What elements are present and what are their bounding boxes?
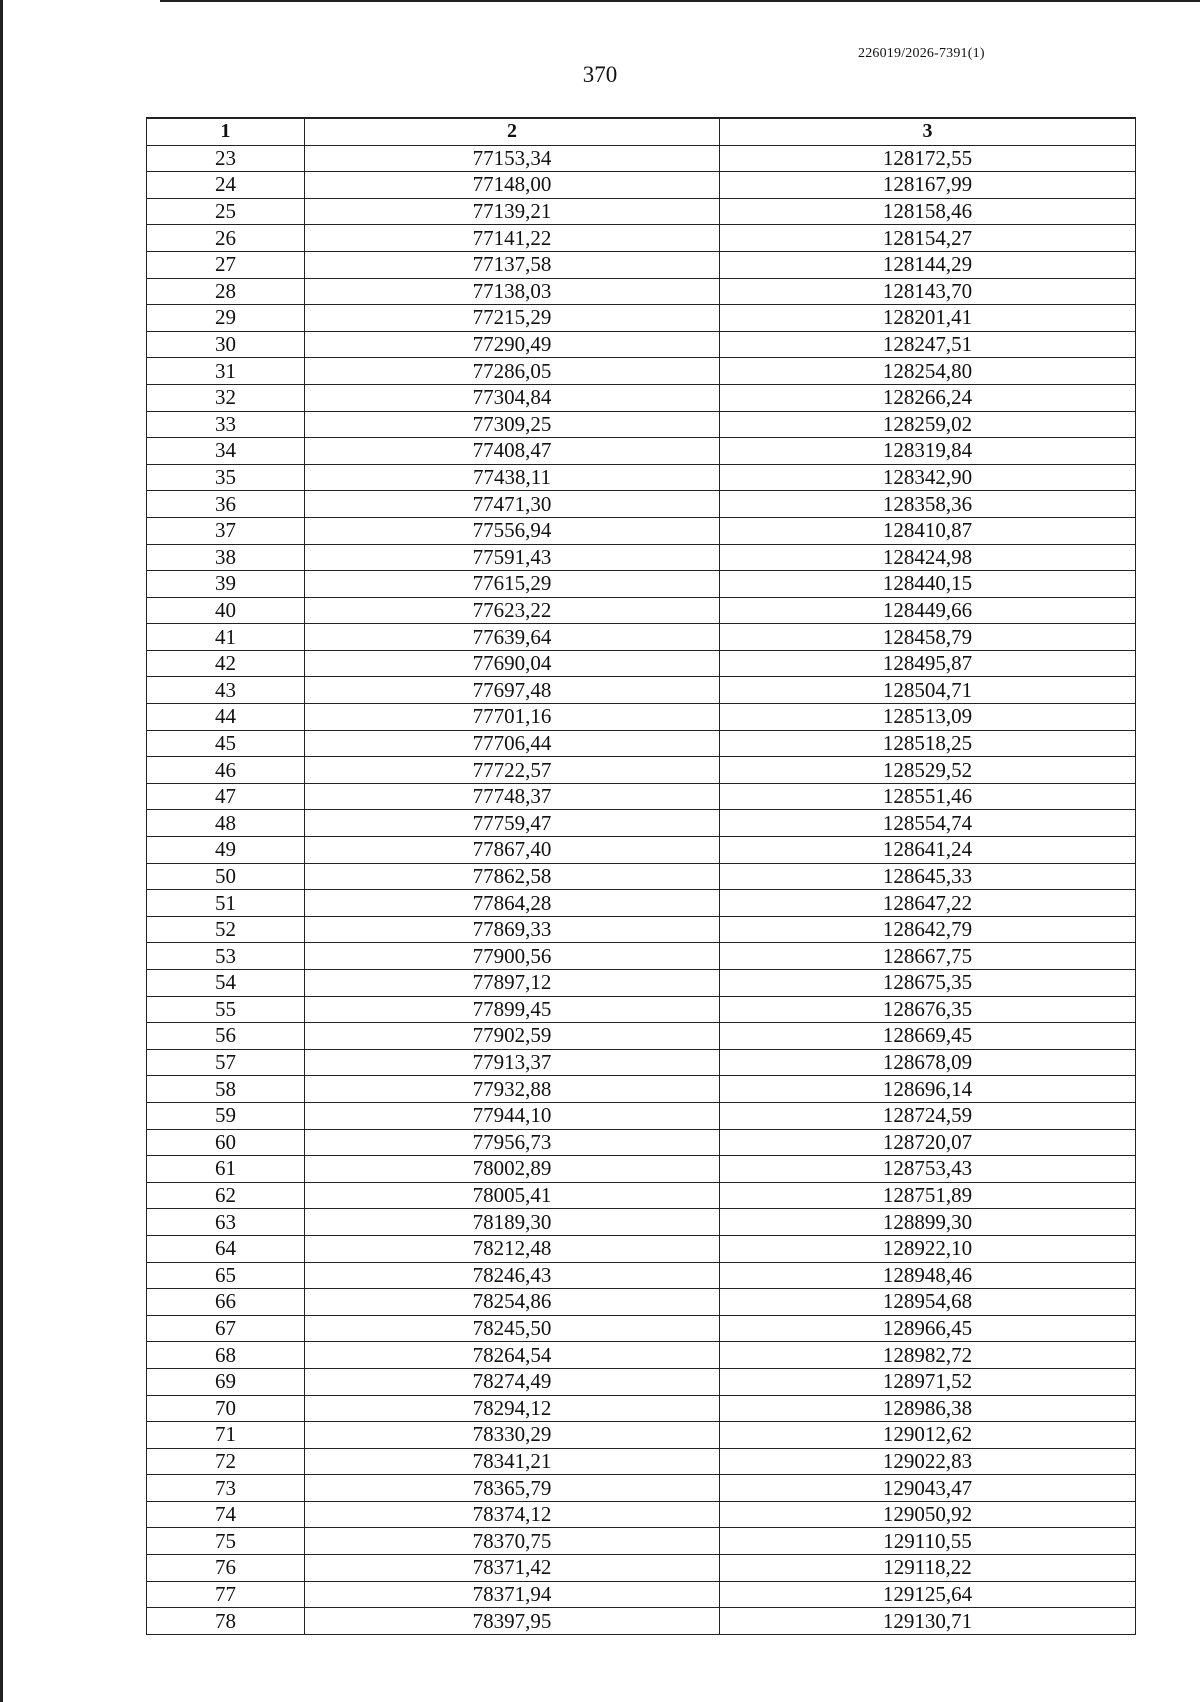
- point-number-cell: 45: [147, 730, 305, 757]
- table-row: [147, 837, 1136, 864]
- point-number-cell: 52: [147, 916, 305, 943]
- point-number-cell: 57: [147, 1049, 305, 1076]
- y-coordinate-cell: 128641,24: [720, 837, 1136, 864]
- table-row: [147, 730, 1136, 757]
- point-number-cell: 39: [147, 571, 305, 598]
- y-coordinate-cell: 129012,62: [720, 1422, 1136, 1449]
- table-row: [147, 996, 1136, 1023]
- y-coordinate-cell: 128144,29: [720, 251, 1136, 278]
- x-coordinate-cell: 77900,56: [305, 943, 720, 970]
- point-number-cell: 25: [147, 198, 305, 225]
- y-coordinate-cell: 128143,70: [720, 278, 1136, 305]
- y-coordinate-cell: 128358,36: [720, 491, 1136, 518]
- table-row: [147, 464, 1136, 491]
- y-coordinate-cell: 128899,30: [720, 1209, 1136, 1236]
- y-coordinate-cell: 128518,25: [720, 730, 1136, 757]
- y-coordinate-cell: 129118,22: [720, 1555, 1136, 1582]
- x-coordinate-cell: 77864,28: [305, 890, 720, 917]
- table-row: [147, 863, 1136, 890]
- table-row: [147, 491, 1136, 518]
- y-coordinate-cell: 128154,27: [720, 225, 1136, 252]
- table-row: [147, 172, 1136, 199]
- x-coordinate-cell: 77897,12: [305, 970, 720, 997]
- table-row: [147, 438, 1136, 465]
- y-coordinate-cell: 128172,55: [720, 145, 1136, 172]
- x-coordinate-cell: 78002,89: [305, 1156, 720, 1183]
- y-coordinate-cell: 128259,02: [720, 411, 1136, 438]
- table-row: [147, 1209, 1136, 1236]
- point-number-cell: 54: [147, 970, 305, 997]
- table-row: [147, 624, 1136, 651]
- point-number-cell: 41: [147, 624, 305, 651]
- point-number-cell: 32: [147, 384, 305, 411]
- table-row: [147, 1129, 1136, 1156]
- x-coordinate-cell: 78254,86: [305, 1289, 720, 1316]
- point-number-cell: 53: [147, 943, 305, 970]
- y-coordinate-cell: 128342,90: [720, 464, 1136, 491]
- x-coordinate-cell: 77471,30: [305, 491, 720, 518]
- table-row: [147, 916, 1136, 943]
- table-row: [147, 1581, 1136, 1608]
- y-coordinate-cell: 128254,80: [720, 358, 1136, 385]
- table-row: [147, 1049, 1136, 1076]
- point-number-cell: 37: [147, 517, 305, 544]
- y-coordinate-cell: 128440,15: [720, 571, 1136, 598]
- table-row: [147, 544, 1136, 571]
- point-number-cell: 67: [147, 1315, 305, 1342]
- x-coordinate-cell: 78374,12: [305, 1501, 720, 1528]
- x-coordinate-cell: 77286,05: [305, 358, 720, 385]
- y-coordinate-cell: 128986,38: [720, 1395, 1136, 1422]
- y-coordinate-cell: 128247,51: [720, 331, 1136, 358]
- table-row: [147, 677, 1136, 704]
- point-number-cell: 71: [147, 1422, 305, 1449]
- x-coordinate-cell: 77215,29: [305, 305, 720, 332]
- y-coordinate-cell: 128922,10: [720, 1235, 1136, 1262]
- y-coordinate-cell: 128410,87: [720, 517, 1136, 544]
- x-coordinate-cell: 78274,49: [305, 1368, 720, 1395]
- point-number-cell: 38: [147, 544, 305, 571]
- x-coordinate-cell: 78370,75: [305, 1528, 720, 1555]
- table-row: [147, 1262, 1136, 1289]
- y-coordinate-cell: 128724,59: [720, 1102, 1136, 1129]
- y-coordinate-cell: 128954,68: [720, 1289, 1136, 1316]
- point-number-cell: 70: [147, 1395, 305, 1422]
- point-number-cell: 47: [147, 783, 305, 810]
- x-coordinate-cell: 77956,73: [305, 1129, 720, 1156]
- x-coordinate-cell: 77141,22: [305, 225, 720, 252]
- y-coordinate-cell: 128529,52: [720, 757, 1136, 784]
- point-number-cell: 42: [147, 650, 305, 677]
- table-row: [147, 1235, 1136, 1262]
- point-number-cell: 58: [147, 1076, 305, 1103]
- table-row: [147, 358, 1136, 385]
- column-header-2: 2: [305, 118, 720, 145]
- y-coordinate-cell: 128513,09: [720, 704, 1136, 731]
- point-number-cell: 56: [147, 1023, 305, 1050]
- x-coordinate-cell: 78330,29: [305, 1422, 720, 1449]
- table-row: [147, 384, 1136, 411]
- x-coordinate-cell: 77309,25: [305, 411, 720, 438]
- table-row: [147, 890, 1136, 917]
- x-coordinate-cell: 78189,30: [305, 1209, 720, 1236]
- x-coordinate-cell: 77869,33: [305, 916, 720, 943]
- point-number-cell: 33: [147, 411, 305, 438]
- table-row: [147, 571, 1136, 598]
- y-coordinate-cell: 128201,41: [720, 305, 1136, 332]
- point-number-cell: 31: [147, 358, 305, 385]
- table-row: [147, 1182, 1136, 1209]
- y-coordinate-cell: 128158,46: [720, 198, 1136, 225]
- table-row: [147, 411, 1136, 438]
- point-number-cell: 59: [147, 1102, 305, 1129]
- x-coordinate-cell: 77556,94: [305, 517, 720, 544]
- table-row: [147, 145, 1136, 172]
- point-number-cell: 29: [147, 305, 305, 332]
- y-coordinate-cell: 128720,07: [720, 1129, 1136, 1156]
- y-coordinate-cell: 128449,66: [720, 597, 1136, 624]
- x-coordinate-cell: 77615,29: [305, 571, 720, 598]
- point-number-cell: 69: [147, 1368, 305, 1395]
- x-coordinate-cell: 77867,40: [305, 837, 720, 864]
- x-coordinate-cell: 77153,34: [305, 145, 720, 172]
- y-coordinate-cell: 128669,45: [720, 1023, 1136, 1050]
- x-coordinate-cell: 77899,45: [305, 996, 720, 1023]
- y-coordinate-cell: 128696,14: [720, 1076, 1136, 1103]
- x-coordinate-cell: 78005,41: [305, 1182, 720, 1209]
- y-coordinate-cell: 128971,52: [720, 1368, 1136, 1395]
- table-row: [147, 970, 1136, 997]
- x-coordinate-cell: 77438,11: [305, 464, 720, 491]
- point-number-cell: 68: [147, 1342, 305, 1369]
- table-row: [147, 650, 1136, 677]
- table-row: [147, 810, 1136, 837]
- point-number-cell: 65: [147, 1262, 305, 1289]
- y-coordinate-cell: 128982,72: [720, 1342, 1136, 1369]
- table-row: [147, 1076, 1136, 1103]
- x-coordinate-cell: 77759,47: [305, 810, 720, 837]
- x-coordinate-cell: 77137,58: [305, 251, 720, 278]
- point-number-cell: 51: [147, 890, 305, 917]
- point-number-cell: 76: [147, 1555, 305, 1582]
- x-coordinate-cell: 77408,47: [305, 438, 720, 465]
- y-coordinate-cell: 128678,09: [720, 1049, 1136, 1076]
- x-coordinate-cell: 77706,44: [305, 730, 720, 757]
- table-row: [147, 305, 1136, 332]
- y-coordinate-cell: 128495,87: [720, 650, 1136, 677]
- x-coordinate-cell: 77944,10: [305, 1102, 720, 1129]
- y-coordinate-cell: 128751,89: [720, 1182, 1136, 1209]
- point-number-cell: 75: [147, 1528, 305, 1555]
- y-coordinate-cell: 128167,99: [720, 172, 1136, 199]
- point-number-cell: 28: [147, 278, 305, 305]
- table-row: [147, 1422, 1136, 1449]
- point-number-cell: 34: [147, 438, 305, 465]
- point-number-cell: 30: [147, 331, 305, 358]
- x-coordinate-cell: 78397,95: [305, 1608, 720, 1635]
- table-row: [147, 597, 1136, 624]
- table-row: [147, 704, 1136, 731]
- y-coordinate-cell: 128948,46: [720, 1262, 1136, 1289]
- x-coordinate-cell: 77862,58: [305, 863, 720, 890]
- y-coordinate-cell: 129110,55: [720, 1528, 1136, 1555]
- point-number-cell: 36: [147, 491, 305, 518]
- x-coordinate-cell: 78246,43: [305, 1262, 720, 1289]
- table-row: [147, 1555, 1136, 1582]
- point-number-cell: 27: [147, 251, 305, 278]
- x-coordinate-cell: 77639,64: [305, 624, 720, 651]
- x-coordinate-cell: 77690,04: [305, 650, 720, 677]
- y-coordinate-cell: 128676,35: [720, 996, 1136, 1023]
- x-coordinate-cell: 77304,84: [305, 384, 720, 411]
- point-number-cell: 55: [147, 996, 305, 1023]
- x-coordinate-cell: 77902,59: [305, 1023, 720, 1050]
- y-coordinate-cell: 128504,71: [720, 677, 1136, 704]
- point-number-cell: 40: [147, 597, 305, 624]
- column-header-1: 1: [147, 118, 305, 145]
- point-number-cell: 48: [147, 810, 305, 837]
- table-row: [147, 757, 1136, 784]
- y-coordinate-cell: 128667,75: [720, 943, 1136, 970]
- point-number-cell: 72: [147, 1448, 305, 1475]
- table-row: [147, 517, 1136, 544]
- point-number-cell: 63: [147, 1209, 305, 1236]
- x-coordinate-cell: 77148,00: [305, 172, 720, 199]
- y-coordinate-cell: 128551,46: [720, 783, 1136, 810]
- y-coordinate-cell: 128753,43: [720, 1156, 1136, 1183]
- table-row: [147, 331, 1136, 358]
- y-coordinate-cell: 128645,33: [720, 863, 1136, 890]
- point-number-cell: 73: [147, 1475, 305, 1502]
- document-registration-number: 226019/2026-7391(1): [858, 46, 985, 61]
- point-number-cell: 77: [147, 1581, 305, 1608]
- point-number-cell: 62: [147, 1182, 305, 1209]
- point-number-cell: 60: [147, 1129, 305, 1156]
- point-number-cell: 64: [147, 1235, 305, 1262]
- y-coordinate-cell: 129130,71: [720, 1608, 1136, 1635]
- y-coordinate-cell: 128966,45: [720, 1315, 1136, 1342]
- x-coordinate-cell: 77139,21: [305, 198, 720, 225]
- x-coordinate-cell: 77701,16: [305, 704, 720, 731]
- x-coordinate-cell: 77722,57: [305, 757, 720, 784]
- point-number-cell: 35: [147, 464, 305, 491]
- table-row: [147, 1023, 1136, 1050]
- table-row: [147, 1156, 1136, 1183]
- y-coordinate-cell: 129125,64: [720, 1581, 1136, 1608]
- table-row: [147, 225, 1136, 252]
- x-coordinate-cell: 77290,49: [305, 331, 720, 358]
- table-body: [147, 145, 1136, 1634]
- point-number-cell: 46: [147, 757, 305, 784]
- table-row: [147, 251, 1136, 278]
- x-coordinate-cell: 78212,48: [305, 1235, 720, 1262]
- x-coordinate-cell: 78341,21: [305, 1448, 720, 1475]
- x-coordinate-cell: 77697,48: [305, 677, 720, 704]
- point-number-cell: 78: [147, 1608, 305, 1635]
- x-coordinate-cell: 78264,54: [305, 1342, 720, 1369]
- y-coordinate-cell: 128458,79: [720, 624, 1136, 651]
- y-coordinate-cell: 128642,79: [720, 916, 1136, 943]
- y-coordinate-cell: 128424,98: [720, 544, 1136, 571]
- point-number-cell: 66: [147, 1289, 305, 1316]
- table-row: [147, 198, 1136, 225]
- x-coordinate-cell: 77932,88: [305, 1076, 720, 1103]
- y-coordinate-cell: 128675,35: [720, 970, 1136, 997]
- x-coordinate-cell: 77623,22: [305, 597, 720, 624]
- y-coordinate-cell: 129050,92: [720, 1501, 1136, 1528]
- table-row: [147, 1368, 1136, 1395]
- x-coordinate-cell: 77591,43: [305, 544, 720, 571]
- table-row: [147, 1342, 1136, 1369]
- y-coordinate-cell: 128266,24: [720, 384, 1136, 411]
- x-coordinate-cell: 78371,94: [305, 1581, 720, 1608]
- x-coordinate-cell: 78371,42: [305, 1555, 720, 1582]
- table-row: [147, 1289, 1136, 1316]
- table-row: [147, 1315, 1136, 1342]
- page-top-rule: [160, 0, 1200, 2]
- table-row: [147, 1608, 1136, 1635]
- point-number-cell: 74: [147, 1501, 305, 1528]
- y-coordinate-cell: 128319,84: [720, 438, 1136, 465]
- x-coordinate-cell: 77138,03: [305, 278, 720, 305]
- table-row: [147, 943, 1136, 970]
- x-coordinate-cell: 78294,12: [305, 1395, 720, 1422]
- table-row: [147, 278, 1136, 305]
- coordinates-table: [146, 117, 1136, 1635]
- point-number-cell: 44: [147, 704, 305, 731]
- point-number-cell: 61: [147, 1156, 305, 1183]
- table-row: [147, 1102, 1136, 1129]
- x-coordinate-cell: 77913,37: [305, 1049, 720, 1076]
- table-row: [147, 1501, 1136, 1528]
- y-coordinate-cell: 128554,74: [720, 810, 1136, 837]
- point-number-cell: 23: [147, 145, 305, 172]
- y-coordinate-cell: 128647,22: [720, 890, 1136, 917]
- x-coordinate-cell: 78245,50: [305, 1315, 720, 1342]
- x-coordinate-cell: 78365,79: [305, 1475, 720, 1502]
- table-row: [147, 1528, 1136, 1555]
- scan-left-edge: [0, 0, 3, 1702]
- table-row: [147, 1475, 1136, 1502]
- point-number-cell: 50: [147, 863, 305, 890]
- table-row: [147, 1448, 1136, 1475]
- table-row: [147, 1395, 1136, 1422]
- table-row: [147, 783, 1136, 810]
- page-number: 370: [582, 62, 618, 87]
- table-header-row: [147, 118, 1136, 145]
- point-number-cell: 49: [147, 837, 305, 864]
- point-number-cell: 43: [147, 677, 305, 704]
- y-coordinate-cell: 129043,47: [720, 1475, 1136, 1502]
- x-coordinate-cell: 77748,37: [305, 783, 720, 810]
- column-header-3: 3: [720, 118, 1136, 145]
- point-number-cell: 24: [147, 172, 305, 199]
- y-coordinate-cell: 129022,83: [720, 1448, 1136, 1475]
- point-number-cell: 26: [147, 225, 305, 252]
